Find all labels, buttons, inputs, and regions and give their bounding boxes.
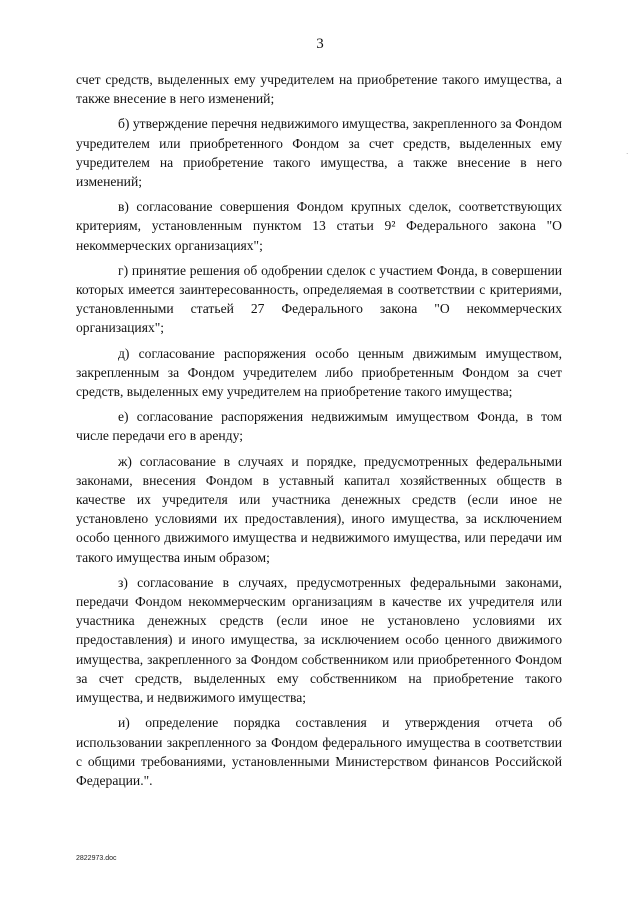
paragraph-zh: ж) согласование в случаях и порядке, предусмотренных федеральными законами, внесения Фондом в уставный капитал хозяйственных обществ в качестве их учредителя или участника денежных средств (если иное не установлено условиями их предоставления), иного имущества, за исключением особо ценного движимого имущества и недвижимого имущества, или передачи им такого имущества иным образом; — [76, 453, 562, 565]
paragraph-b: б) утверждение перечня недвижимого имущества, закрепленного за Фондом учредителем или приобретенного Фондом за счет средств, выделенных ему учредителем на приобретение такого имущества, а также внесение в него изменений; — [76, 116, 562, 190]
file-name-footer: 2822973.doc — [76, 855, 117, 862]
document-body — [76, 70, 562, 796]
page-number: 3 — [316, 36, 324, 52]
paragraph-g: г) принятие решения об одобрении сделок с участием Фонда, в совершении которых имеется заинтересованность, определяемая в соответствии с критериями, установленными статьей 27 Федерального закона "О некоммерческих организациях"; — [76, 262, 562, 336]
paragraph-i: и) определение порядка составления и утверждения отчета об использовании закрепленного за Фондом федерального имущества в соответствии с общими требованиями, установленными Министерством финансов Российской Федерации.". — [76, 715, 562, 788]
paragraph-continuation: счет средств, выделенных ему учредителем на приобретение такого имущества, а также внесение в него изменений; — [76, 72, 562, 107]
paragraph-e: е) согласование распоряжения недвижимым имуществом Фонда, в том числе передачи его в аренду; — [76, 409, 562, 444]
margin-mark: · — [626, 150, 629, 158]
paragraph-d: д) согласование распоряжения особо ценным движимым имуществом, закрепленным за Фондом учредителем либо приобретенным Фондом за счет средств, выделенных ему учредителем на приобретение такого имущества; — [76, 345, 562, 400]
paragraph-z: з) согласование в случаях, предусмотренных федеральными законами, передачи Фондом некоммерческим организациям в качестве их учредителя или участника денежных средств (если иное не установлено условиями их предоставления) и иного имущества, за исключением особо ценного движимого имущества, закрепленного за Фондом собственником или приобретенного Фондом за счет средств, выделенных ему собственником на приобретение такого имущества, и недвижимого имущества; — [76, 574, 562, 706]
paragraph-v: в) согласование совершения Фондом крупных сделок, соответствующих критериям, установленным пунктом 13 статьи 9² Федерального закона "О некоммерческих организациях"; — [76, 199, 562, 253]
